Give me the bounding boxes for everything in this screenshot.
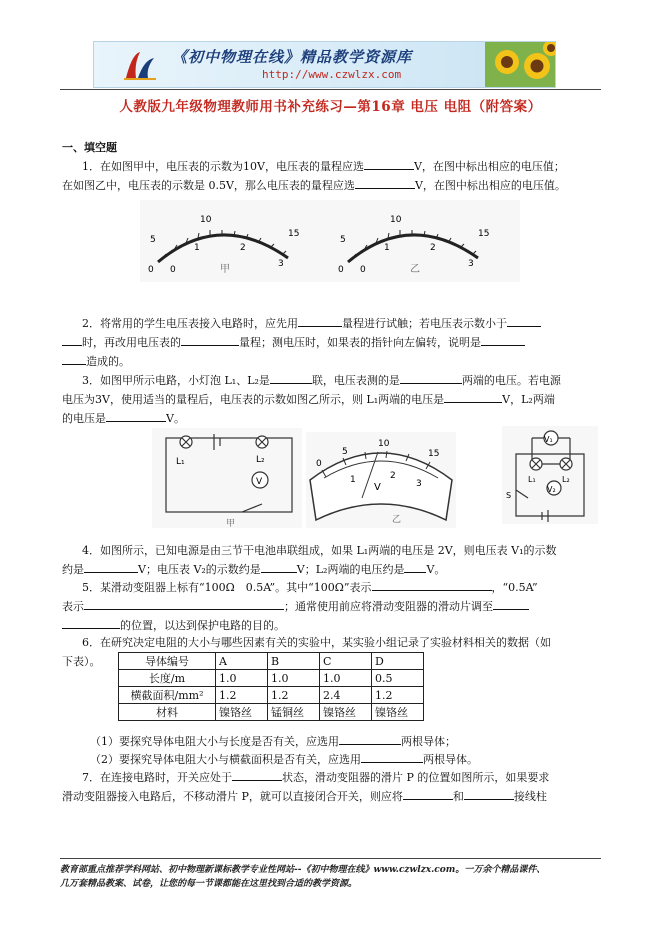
table-cell: 横截面积/mm² — [119, 687, 216, 704]
switch-label: S — [506, 491, 512, 500]
tick-label: 0 — [148, 265, 154, 275]
q2-line2: 时，再改用电压表的 量程；测电压时，如果表的指针向左偏转，说明是 — [62, 333, 525, 352]
lamp-label-l2: L₂ — [562, 475, 570, 484]
logo-icon — [122, 48, 158, 82]
table-cell: 1.2 — [216, 687, 268, 704]
section-heading: 一、填空题 — [62, 141, 117, 154]
table-cell: 0.5 — [372, 670, 424, 687]
table-cell: 1.2 — [372, 687, 424, 704]
table-cell: 材料 — [119, 704, 216, 721]
q7-line1: 7．在连接电路时，开关应处于 状态，滑动变阻器的滑片 P 的位置如图所示，如果要求 — [82, 768, 549, 787]
q5-line3: 的位置，以达到保护电路的目的。 — [62, 616, 285, 635]
table-row — [119, 653, 424, 670]
tick-label: 1 — [194, 243, 200, 253]
table-cell: 镍铬丝 — [320, 704, 372, 721]
q3-line2: 电压为3V，使用适当的量程后，电压表的示数如图乙所示，则 L₁两端的电压是 V，L₂两端 — [62, 390, 555, 409]
fig-label-yi: 乙 — [392, 515, 402, 525]
tick-label: 15 — [288, 229, 300, 239]
voltmeter-v1-label: V₁ — [544, 435, 553, 444]
lamp-label-l1: L₁ — [176, 457, 185, 467]
tick-label: 3 — [468, 259, 474, 269]
tick-label: 10 — [378, 439, 390, 449]
tick-label: 0 — [170, 265, 176, 275]
tick-label: 0 — [338, 265, 344, 275]
header-banner — [93, 41, 556, 88]
tick-label: 1 — [384, 243, 390, 253]
table-cell: 2.4 — [320, 687, 372, 704]
table-cell: 1.0 — [216, 670, 268, 687]
tick-label: 3 — [416, 479, 422, 489]
q4-line2: 约是 V；电压表 V₂的示数约是 V；L₂两端的电压约是 V。 — [62, 560, 445, 579]
fig-label-jia: 甲 — [220, 264, 230, 275]
table-cell: A — [216, 653, 268, 670]
table-cell: B — [268, 653, 320, 670]
q2-line1: 2．将常用的学生电压表接入电路时，应先用 量程进行试触；若电压表示数小于 — [82, 314, 541, 333]
tick-label: 15 — [428, 449, 440, 459]
table-cell: 锰铜丝 — [268, 704, 320, 721]
q1-line1: 1．在如图甲中，电压表的示数为10V，电压表的量程应选 V，在图中标出相应的电压值； — [82, 157, 565, 176]
q3-line1: 3．如图甲所示电路，小灯泡 L₁、L₂是 联，电压表测的是 两端的电压。若电源 — [82, 371, 561, 390]
q6-line2: 下表）。 — [62, 655, 101, 668]
table-cell: 镍铬丝 — [372, 704, 424, 721]
fig-label-jia: 甲 — [226, 519, 236, 528]
fig-label-yi: 乙 — [410, 264, 420, 275]
q4-circuit-figure — [502, 426, 598, 524]
q3-line3: 的电压是 V。 — [62, 409, 185, 428]
tick-label: 2 — [240, 243, 246, 253]
q6-line1: 6．在研究决定电阻的大小与哪些因素有关的实验中，某实验小组记录了实验材料相关的数据（如 — [82, 636, 551, 649]
banner-url: http://www.czwlzx.com — [262, 68, 402, 81]
footer-text — [60, 863, 620, 891]
footer-rule — [60, 858, 601, 859]
q7-line2: 滑动变阻器接入电路后，不移动滑片 P，就可以直接闭合开关，则应将 和 接线柱 — [62, 787, 547, 806]
sunflower-icon — [485, 42, 555, 87]
voltmeter-label: V — [374, 482, 381, 493]
q4-line1: 4．如图所示，已知电源是由三节干电池串联组成，如果 L₁两端的电压是 2V，则电压表 V₁的示数 — [82, 544, 557, 557]
table-cell: 1.0 — [320, 670, 372, 687]
table-row — [119, 670, 424, 687]
q1-meter-figure — [140, 200, 520, 282]
table-row — [119, 687, 424, 704]
tick-label: 5 — [150, 235, 156, 245]
tick-label: 2 — [390, 471, 396, 481]
header-rule — [60, 89, 601, 90]
q3-circuit-jia — [152, 428, 302, 528]
tick-label: 10 — [200, 215, 212, 225]
q2-line3: 造成的。 — [62, 352, 130, 371]
meter-jia — [148, 215, 299, 275]
table-cell: 1.2 — [268, 687, 320, 704]
table-cell: 1.0 — [268, 670, 320, 687]
table-cell: C — [320, 653, 372, 670]
tick-label: 0 — [360, 265, 366, 275]
meter-yi — [338, 215, 489, 275]
tick-label: 10 — [390, 215, 402, 225]
tick-label: 5 — [342, 447, 348, 457]
voltmeter-label: V — [256, 477, 263, 487]
q5-line1: 5．某滑动变阻器上标有“100Ω 0.5A”。其中“100Ω”表示 ，“0.5A” — [82, 578, 538, 597]
material-data-table — [118, 652, 424, 721]
table-cell: 导体编号 — [119, 653, 216, 670]
q3-voltmeter-yi — [306, 432, 456, 528]
q5-line2: 表示 ；通常使用前应将滑动变阻器的滑动片调至 — [62, 597, 529, 616]
tick-label: 2 — [430, 243, 436, 253]
lamp-label-l1: L₁ — [528, 475, 536, 484]
table-cell: 长度/m — [119, 670, 216, 687]
footer-line1: 教育部重点推荐学科网站、初中物理新课标教学专业性网站--《初中物理在线》www.czwlzx.com。一万余个精品课件、 — [60, 865, 546, 875]
footer-line2: 几万套精品教案、试卷，让您的每一节课都能在这里找到合适的教学资源。 — [60, 879, 358, 889]
tick-label: 3 — [278, 259, 284, 269]
tick-label: 5 — [340, 235, 346, 245]
q6-sub2: （2）要探究导体电阻大小与横截面积是否有关，应选用 两根导体。 — [90, 750, 478, 769]
q1-line2: 在如图乙中，电压表的示数是 0.5V，那么电压表的量程应选 V，在图中标出相应的电压值。 — [62, 176, 566, 195]
tick-label: 0 — [316, 459, 322, 469]
voltmeter-v2-label: V₂ — [547, 485, 556, 494]
q6-sub1: （1）要探究导体电阻大小与长度是否有关，应选用 两根导体； — [90, 732, 456, 751]
table-row — [119, 704, 424, 721]
tick-label: 15 — [478, 229, 490, 239]
tick-label: 1 — [350, 475, 356, 485]
table-cell: 镍铬丝 — [216, 704, 268, 721]
table-cell: D — [372, 653, 424, 670]
lamp-label-l2: L₂ — [256, 455, 265, 465]
page-title: 人教版九年级物理教师用书补充练习—第16章 电压 电阻（附答案） — [119, 99, 542, 115]
banner-title: 《初中物理在线》精品教学资源库 — [172, 48, 413, 66]
